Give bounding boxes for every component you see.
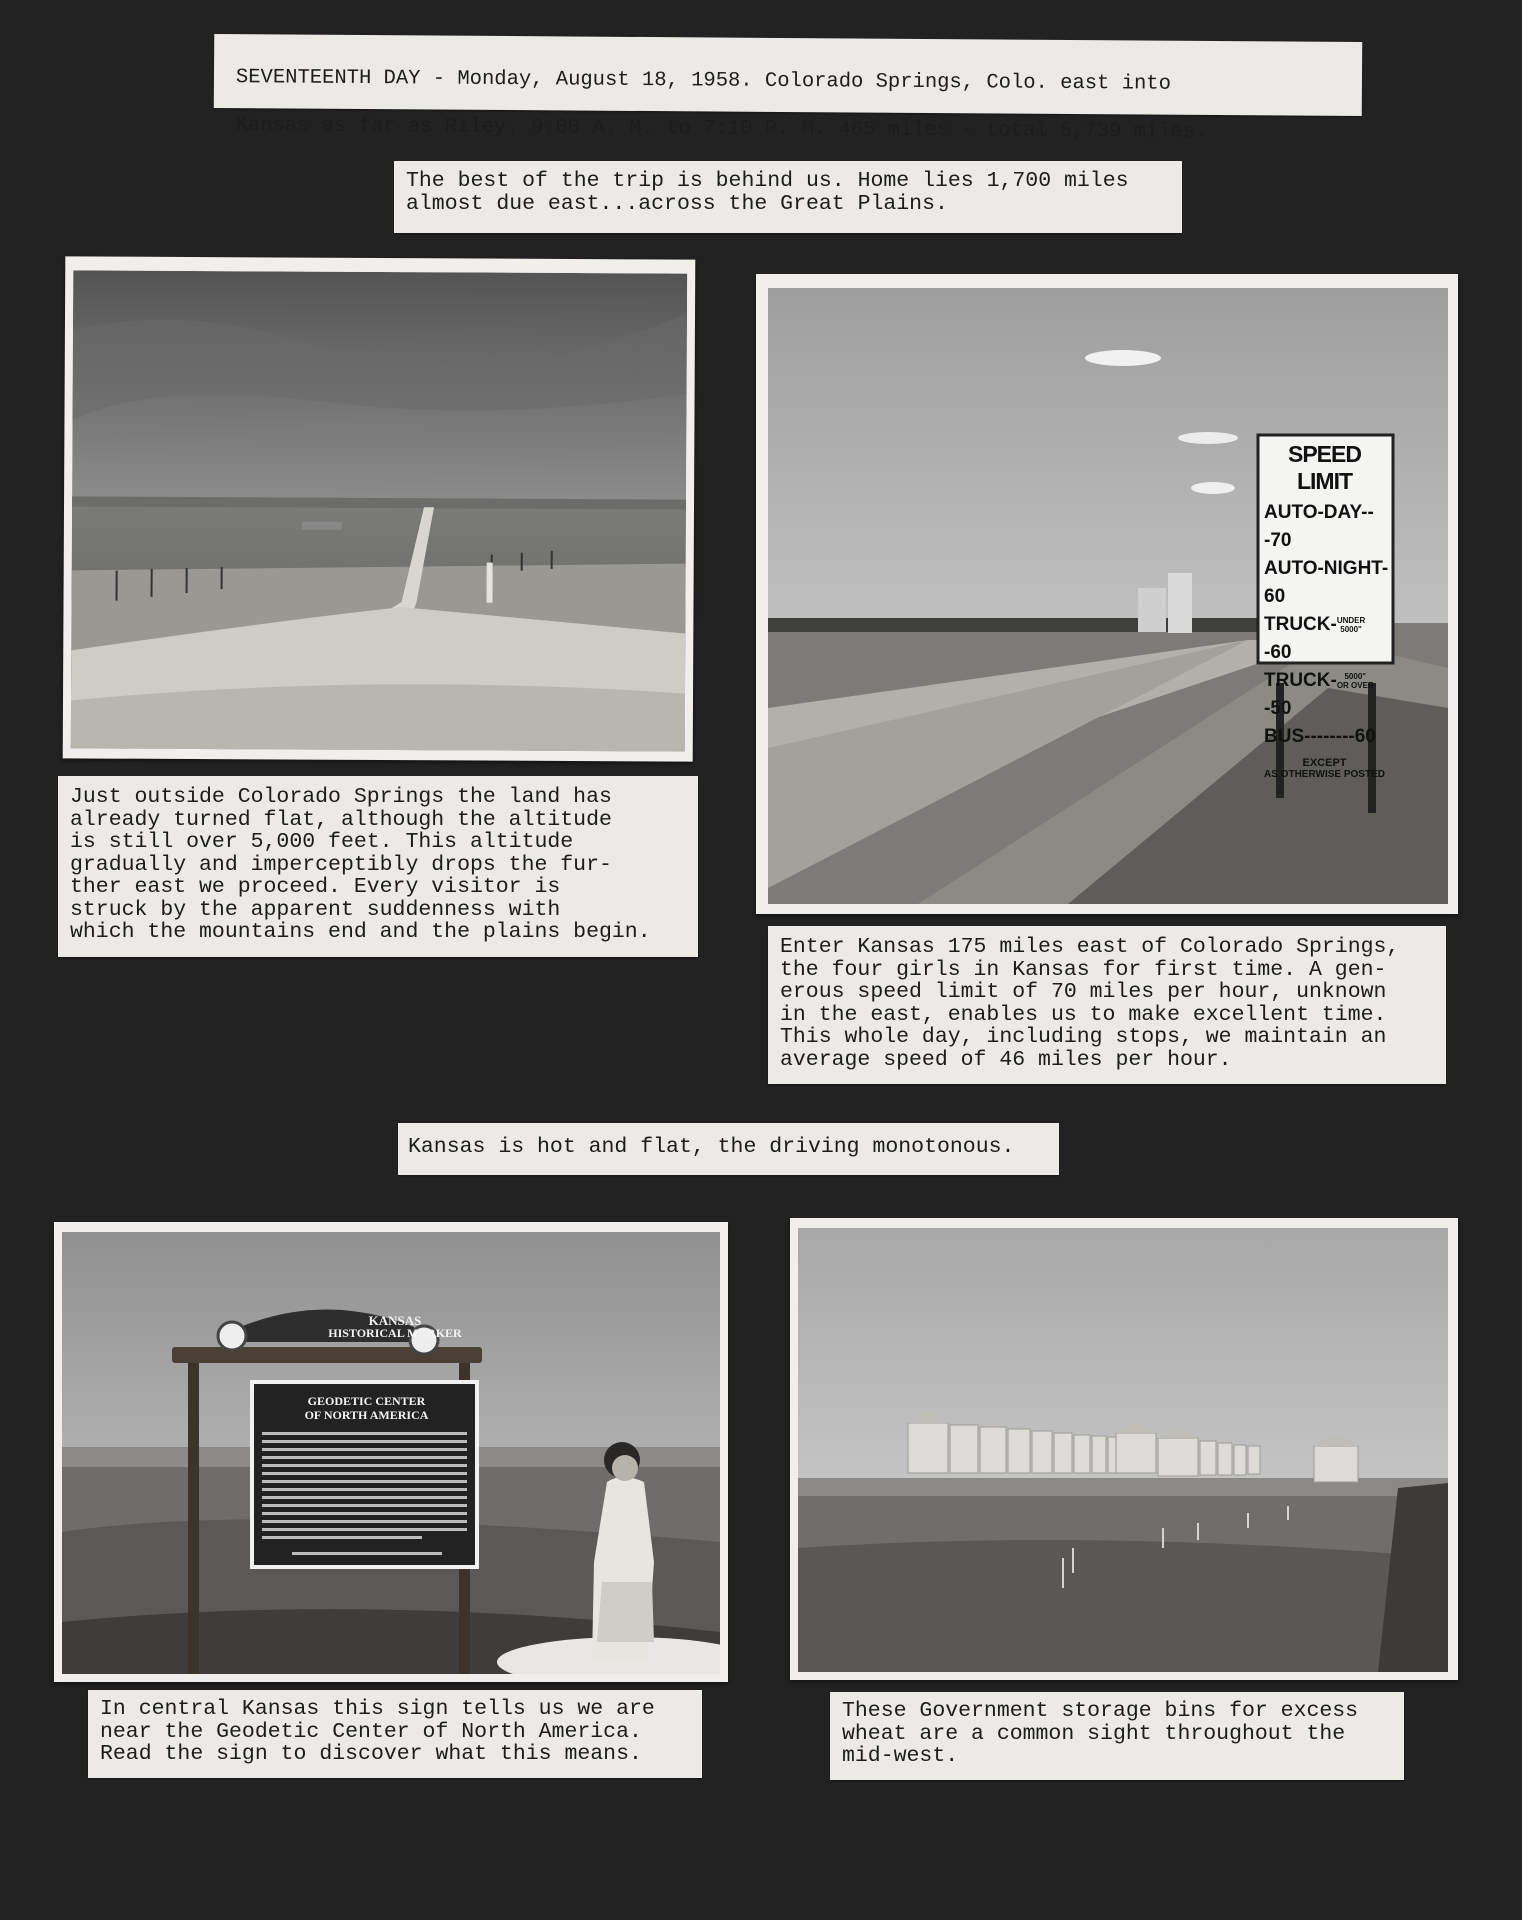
day-header-line-2: Kansas as far as Riley. 9:00 A. M. to 7:10 P. M. 465 miles - total 5,739 miles. [235, 114, 1208, 144]
sign-row-note: OR OVER [1336, 680, 1374, 690]
sign-row-auto-night [1264, 555, 1389, 611]
marker-title-line-1: GEODETIC CENTER [307, 1394, 426, 1408]
sign-row-value: 60 [1354, 726, 1376, 747]
sign-row-label: AUTO-DAY--- [1264, 502, 1374, 551]
sign-title: SPEED LIMIT [1288, 441, 1361, 494]
photo-historical-marker [54, 1222, 728, 1682]
sign-row-label: TRUCK- [1264, 670, 1337, 691]
marker-arch-line-2: HISTORICAL MARKER [328, 1326, 462, 1340]
marker-arch-text [284, 1314, 506, 1340]
sign-row-value: -50 [1264, 698, 1292, 719]
photo-storage-bins [790, 1218, 1458, 1680]
sign-row-label: TRUCK- [1264, 614, 1337, 635]
sign-row-value: 60 [1264, 586, 1286, 607]
sign-footer-1: EXCEPT [1302, 757, 1347, 769]
sign-row-auto-day [1264, 499, 1389, 555]
sign-row-note: 5000" [1344, 671, 1367, 681]
sign-row-value: -60 [1264, 642, 1292, 663]
sign-row-label: BUS-------- [1264, 726, 1355, 747]
road-plains-image [71, 270, 687, 751]
sign-row-truck-over [1264, 667, 1389, 723]
sign-row-bus [1264, 723, 1389, 751]
photo-road-plains [63, 256, 696, 761]
caption-road-plains: Just outside Colorado Springs the land has already turned flat, although the altitude is still over 5,000 feet. This altitude gradually and imperceptibly drops the fur- ther east we proceed. Every visitor is struck by the apparent suddenness with which the mountains end and the plains begin. [58, 776, 698, 957]
caption-speed-limit: Enter Kansas 175 miles east of Colorado Springs, the four girls in Kansas for first time. A gen- erous speed limit of 70 miles per hour, unknown in the east, enables us to make excellent time. This whole day, including stops, we maintain an average speed of 46 miles per hour. [768, 926, 1446, 1084]
intro-note: The best of the trip is behind us. Home lies 1,700 miles almost due east...across the Great Plains. [394, 161, 1182, 233]
speed-limit-sign [1260, 437, 1389, 780]
historical-marker-image [62, 1232, 720, 1674]
caption-historical-marker: In central Kansas this sign tells us we are near the Geodetic Center of North America. Read the sign to discover what this means. [88, 1690, 702, 1778]
day-header-line-1: SEVENTEENTH DAY - Monday, August 18, 1958. Colorado Springs, Colo. east into [235, 66, 1171, 96]
marker-title-line-2: OF NORTH AMERICA [304, 1408, 429, 1422]
sign-row-truck-under [1264, 611, 1389, 667]
sign-row-note: 5000" [1340, 624, 1362, 634]
photo-speed-limit [756, 274, 1458, 914]
sign-row-value: 70 [1270, 530, 1292, 551]
middle-note: Kansas is hot and flat, the driving monotonous. [398, 1123, 1059, 1175]
caption-storage-bins: These Government storage bins for excess wheat are a common sight throughout the mid-west. [830, 1692, 1404, 1780]
marker-arch-line-1: KANSAS [368, 1313, 422, 1328]
storage-bins-image [798, 1228, 1448, 1672]
day-header [214, 34, 1362, 144]
sign-footer-2: AS OTHERWISE POSTED [1264, 769, 1385, 780]
sign-row-label: AUTO-NIGHT- [1264, 558, 1389, 579]
sign-row-note: UNDER [1336, 615, 1366, 625]
marker-title [256, 1394, 477, 1422]
